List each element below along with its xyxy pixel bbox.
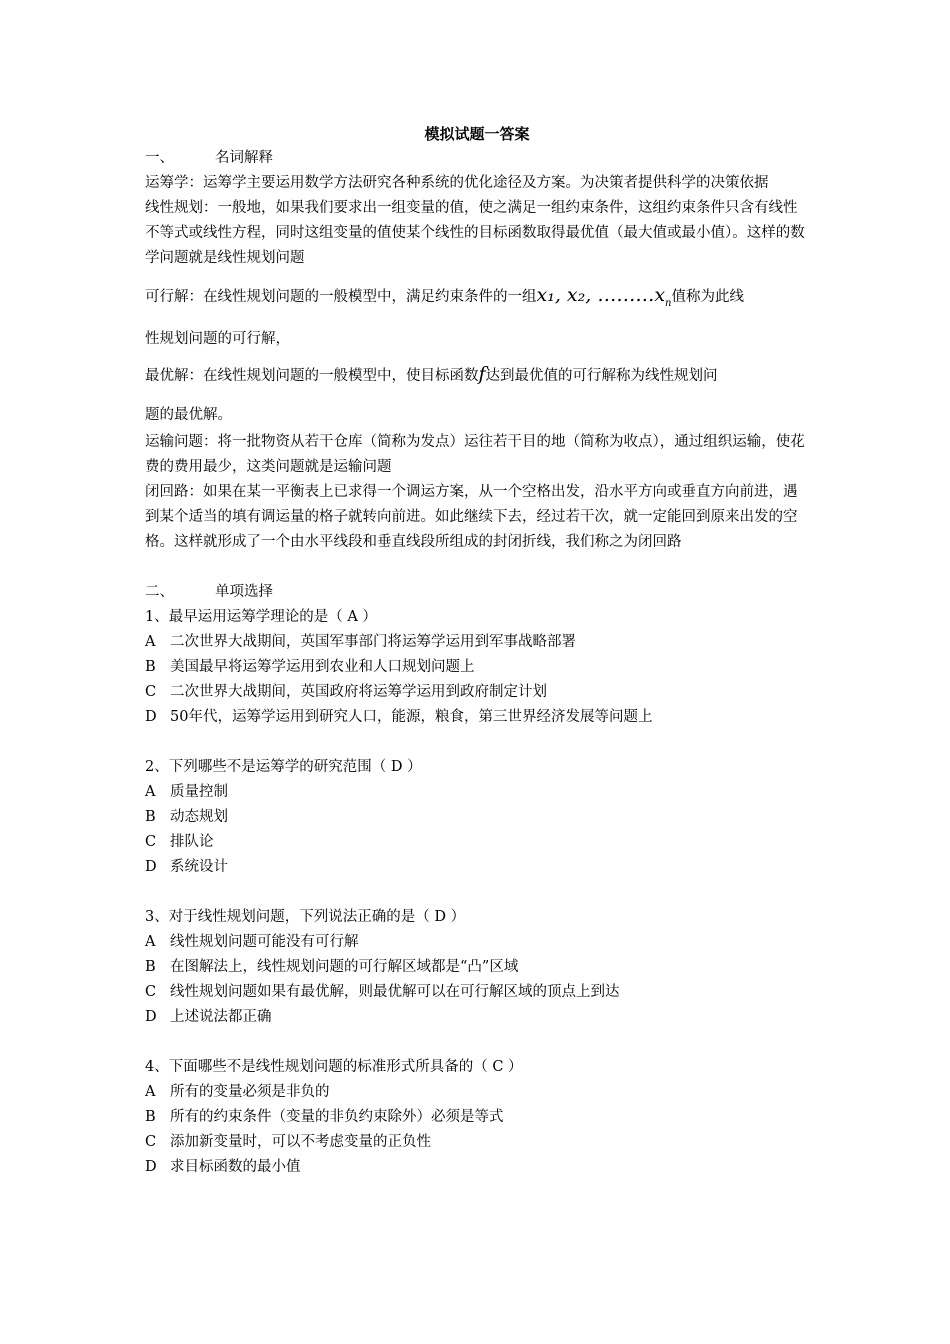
option-text: 系统设计	[170, 858, 228, 875]
question-text: 2、下列哪些不是运筹学的研究范围（ D ）	[145, 758, 422, 775]
option-text: 排队论	[170, 833, 214, 850]
option-text: 所有的约束条件（变量的非负约束除外）必须是等式	[170, 1108, 504, 1125]
question-block	[145, 755, 809, 905]
option-item	[145, 1105, 809, 1130]
option-text: 上述说法都正确	[170, 1008, 272, 1025]
option-text: 50年代，运筹学运用到研究人口，能源，粮食，第三世界经济发展等问题上	[170, 708, 653, 725]
option-item	[145, 655, 809, 680]
spacer	[145, 730, 809, 755]
option-letter: D	[145, 1158, 157, 1175]
option-letter: D	[145, 858, 157, 875]
math-variables: x₁, x₂, $\dots\dots\dots x_n$	[536, 284, 672, 309]
spacer	[145, 880, 809, 905]
definition-closed-loop: 闭回路：如果在某一平衡表上已求得一个调运方案，从一个空格出发，沿水平方向或垂直方向前进，遇到某个适当的填有调运量的格子就转向前进。如此继续下去，经过若干次，就一定能回到原来出发的空格。这样就形成了一个由水平线段和垂直线段所组成的封闭折线，我们称之为闭回路	[145, 483, 798, 550]
question-text: 1、最早运用运筹学理论的是（ A ）	[145, 608, 377, 625]
option-letter: B	[145, 958, 156, 975]
option-letter: B	[145, 658, 156, 675]
option-letter: C	[145, 1133, 157, 1150]
option-item	[145, 955, 809, 980]
option-letter: A	[145, 633, 156, 650]
option-text: 求目标函数的最小值	[170, 1158, 301, 1175]
option-letter: D	[145, 708, 157, 725]
option-letter: A	[145, 1083, 156, 1100]
definition-optimal-solution: 最优解：在线性规划问题的一般模型中，使目标函数f达到最优值的可行解称为线性规划问	[145, 362, 718, 385]
option-item	[145, 830, 809, 855]
option-text: 美国最早将运筹学运用到农业和人口规划问题上	[170, 658, 475, 675]
option-text: 线性规划问题如果有最优解，则最优解可以在可行解区域的顶点上到达	[170, 983, 620, 1000]
definition-feasible-solution: 可行解：在线性规划问题的一般模型中，满足约束条件的一组x₁, x₂, $\dots\dots\dots x_n$值称为此线	[145, 284, 744, 309]
option-item	[145, 630, 809, 655]
option-text: 动态规划	[170, 808, 228, 825]
option-letter: C	[145, 983, 157, 1000]
option-item	[145, 980, 809, 1005]
option-text: 添加新变量时，可以不考虑变量的正负性	[170, 1133, 431, 1150]
option-text: 所有的变量必须是非负的	[170, 1083, 330, 1100]
section-heading-1: 一、 名词解释	[145, 150, 273, 166]
question-block	[145, 605, 809, 755]
option-item	[145, 680, 809, 705]
question-text: 4、下面哪些不是线性规划问题的标准形式所具备的（ C ）	[145, 1058, 523, 1075]
option-text: 线性规划问题可能没有可行解	[170, 933, 359, 950]
definition-operations-research: 运筹学：运筹学主要运用数学方法研究各种系统的优化途径及方案。为决策者提供科学的决策依据	[145, 175, 769, 191]
definition-linear-programming: 线性规划：一般地，如果我们要求出一组变量的值，使之满足一组约束条件，这组约束条件只含有线性不等式或线性方程，同时这组变量的值使某个线性的目标函数取得最优值（最大值或最小值）。这样的数学问题就是线性规划问题	[145, 200, 805, 266]
math-f: f	[478, 362, 486, 385]
option-item	[145, 705, 809, 730]
spacer	[145, 555, 809, 580]
option-letter: C	[145, 683, 157, 700]
option-letter: D	[145, 1008, 157, 1025]
option-item	[145, 1155, 809, 1180]
question-block	[145, 905, 809, 1055]
spacer	[145, 1030, 809, 1055]
page-title: 模拟试题一答案	[424, 125, 530, 143]
option-item	[145, 855, 809, 880]
option-text: 二次世界大战期间，英国军事部门将运筹学运用到军事战略部署	[170, 633, 576, 650]
option-item	[145, 930, 809, 955]
definition-transportation: 运输问题：将一批物资从若干仓库（简称为发点）运往若干目的地（简称为收点），通过组织运输，使花费的费用最少，这类问题就是运输问题	[145, 433, 805, 475]
section-heading-2: 二、 单项选择	[145, 583, 273, 600]
option-text: 在图解法上，线性规划问题的可行解区域都是“凸”区域	[170, 958, 519, 975]
option-item	[145, 805, 809, 830]
definition-optimal-cont: 题的最优解。	[145, 406, 232, 423]
option-letter: A	[145, 783, 156, 800]
question-list	[145, 605, 809, 1180]
question-text: 3、对于线性规划问题，下列说法正确的是（ D ）	[145, 908, 466, 925]
document-page	[145, 122, 809, 1180]
option-item	[145, 780, 809, 805]
option-letter: C	[145, 833, 157, 850]
definition-feasible-cont: 性规划问题的可行解，	[145, 330, 290, 347]
option-item	[145, 1130, 809, 1155]
option-letter: B	[145, 808, 156, 825]
option-item	[145, 1080, 809, 1105]
option-text: 二次世界大战期间，英国政府将运筹学运用到政府制定计划	[170, 683, 547, 700]
question-block	[145, 1055, 809, 1180]
option-text: 质量控制	[170, 783, 228, 800]
option-letter: B	[145, 1108, 156, 1125]
option-letter: A	[145, 933, 156, 950]
option-item	[145, 1005, 809, 1030]
